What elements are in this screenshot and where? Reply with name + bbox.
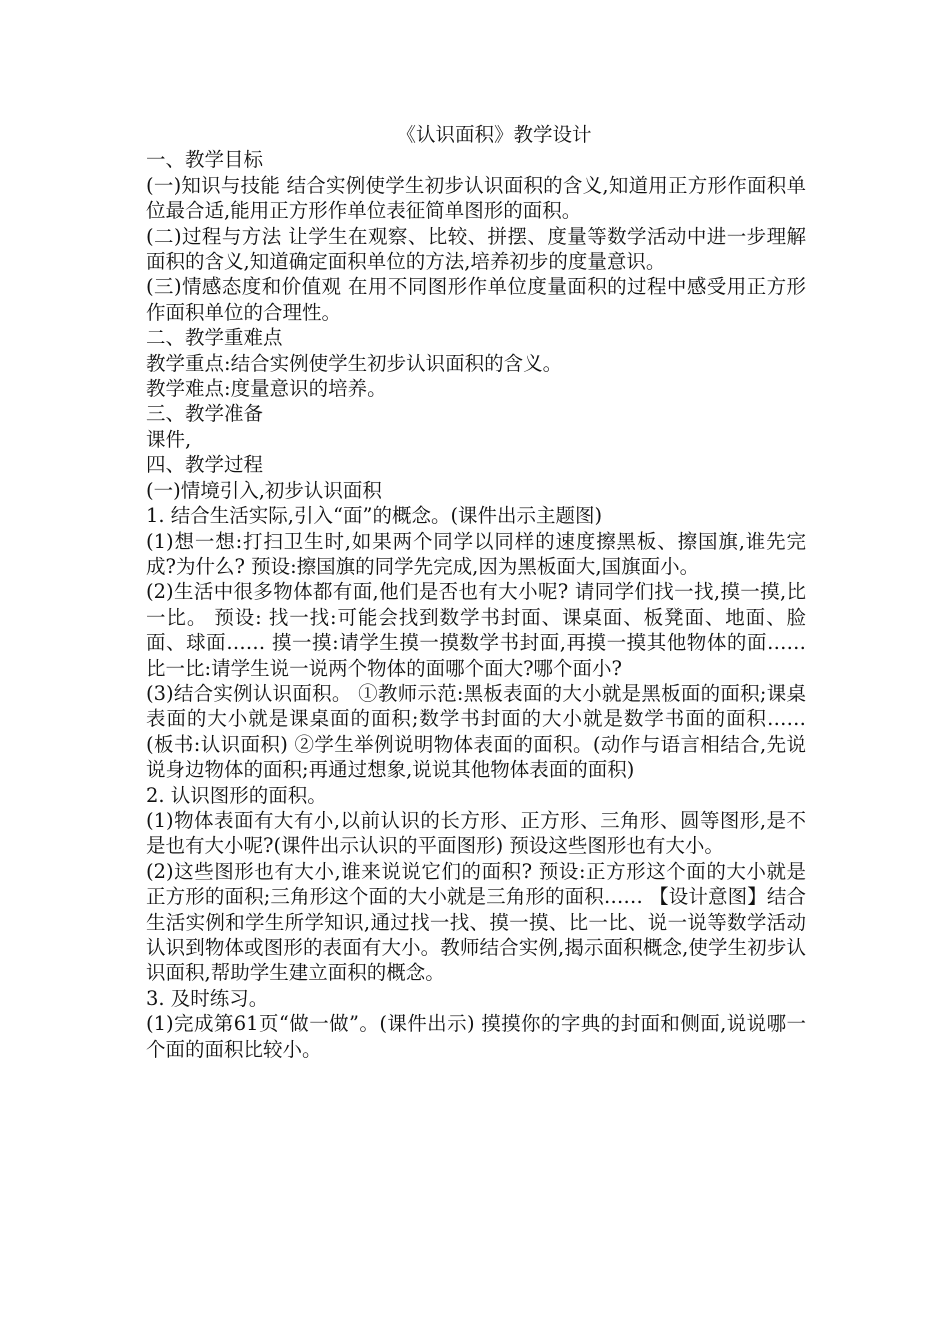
- step-1-item-2: (2)生活中很多物体都有面,他们是否也有大小呢? 请同学们找一找,摸一摸,比一比。 预设: 找一找:可能会找到数学书封面、课桌面、板凳面、地面、脸面、球面…… 摸一摸:请学生摸一摸数学书封面,再摸一摸其他物体的面…… 比一比:请学生说一说两个物体的面哪个面大?哪个面小?: [146, 580, 806, 680]
- document-title: 《认识面积》教学设计: [396, 123, 592, 146]
- step-2-item-1: (1)物体表面有大有小,以前认识的长方形、正方形、三角形、圆等图形,是不是也有大小呢?(课件出示认识的平面图形) 预设这些图形也有大小。: [146, 808, 806, 858]
- step-1-heading: 1. 结合生活实际,引入“面”的概念。(课件出示主题图): [146, 504, 603, 528]
- heading-process: 四、教学过程: [146, 453, 264, 477]
- document-body: [146, 122, 806, 1062]
- section-intro: (一)情境引入,初步认识面积: [146, 478, 382, 502]
- heading-objectives: 一、教学目标: [146, 148, 264, 172]
- step-2-heading: 2. 认识图形的面积。: [146, 783, 327, 807]
- difficult-point: 教学难点:度量意识的培养。: [146, 377, 387, 401]
- key-point: 教学重点:结合实例使学生初步认识面积的含义。: [146, 351, 563, 375]
- step-1-item-3: (3)结合实例认识面积。 ①教师示范:黑板表面的大小就是黑板面的面积;课桌表面的大小就是课桌面的面积;数学书封面的大小就是数学书面的面积…… (板书:认识面积) ②学生举例说明物体表面的面积。(动作与语言相结合,先说说身边物体的面积;再通过想象,说说其他物体表面的面积): [146, 681, 806, 782]
- step-3-heading: 3. 及时练习。: [146, 986, 269, 1010]
- objective-process: (二)过程与方法 让学生在观察、比较、拼摆、度量等数学活动中进一步理解面积的含义,知道确定面积单位的方法,培养初步的度量意识。: [146, 224, 806, 274]
- step-2-item-2: (2)这些图形也有大小,谁来说说它们的面积? 预设:正方形这个面的大小就是正方形的面积;三角形这个面的大小就是三角形的面积…… 【设计意图】结合生活实例和学生所学知识,通过找一找、摸一摸、比一比、说一说等数学活动认识到物体或图形的表面有大小。教师结合实例,揭示面积概念,使学生初步认识面积,帮助学生建立面积的概念。: [146, 859, 806, 985]
- step-3-item-1: (1)完成第61页“做一做”。(课件出示) 摸摸你的字典的封面和侧面,说说哪一个面的面积比较小。: [146, 1012, 806, 1061]
- step-1-item-1: (1)想一想:打扫卫生时,如果两个同学以同样的速度擦黑板、擦国旗,谁先完成?为什么? 预设:擦国旗的同学先完成,因为黑板面大,国旗面小。: [146, 529, 806, 578]
- objective-attitude: (三)情感态度和价值观 在用不同图形作单位度量面积的过程中感受用正方形作面积单位的合理性。: [146, 275, 806, 324]
- heading-key-points: 二、教学重难点: [146, 326, 283, 350]
- preparation-text: 课件,: [146, 427, 192, 451]
- heading-preparation: 三、教学准备: [146, 402, 264, 426]
- objective-knowledge: (一)知识与技能 结合实例使学生初步认识面积的含义,知道用正方形作面积单位最合适,能用正方形作单位表征简单图形的面积。: [146, 173, 806, 223]
